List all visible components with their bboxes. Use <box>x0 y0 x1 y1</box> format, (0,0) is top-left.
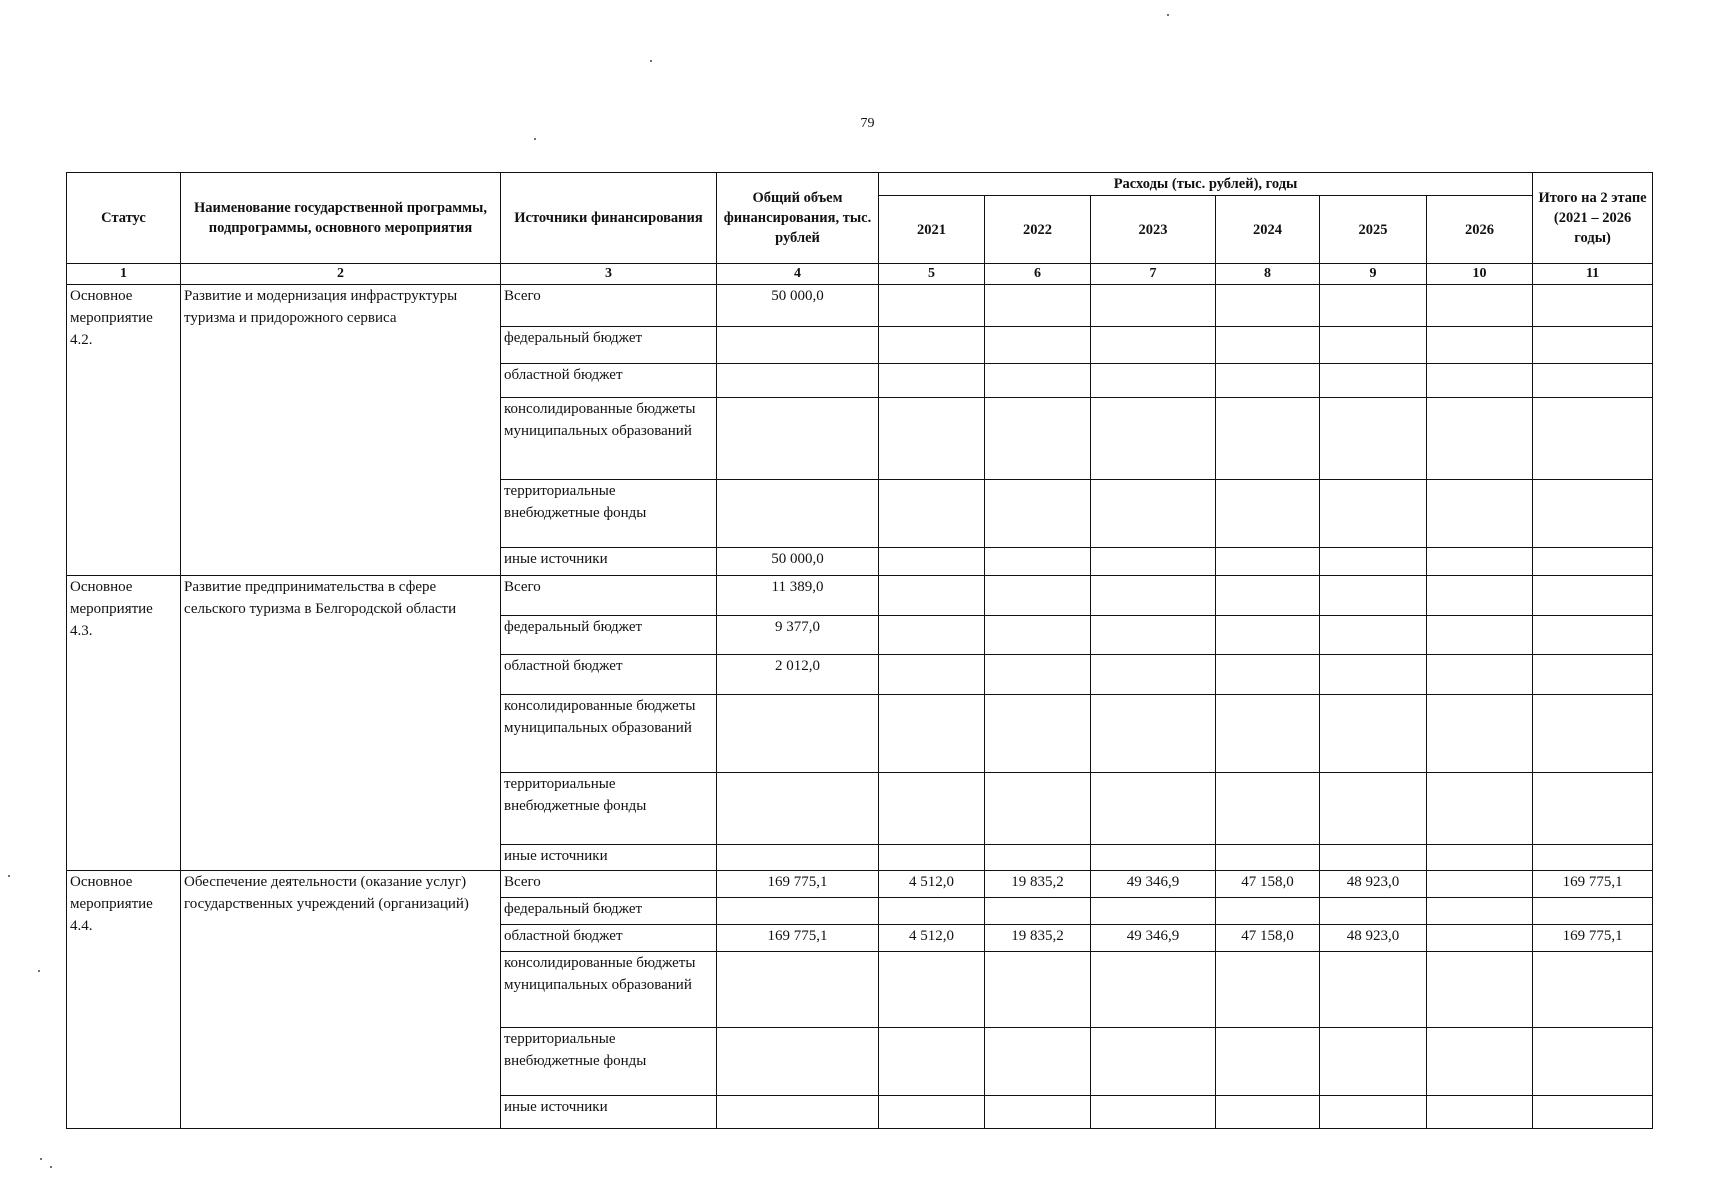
scan-speck <box>8 875 10 877</box>
header-total-volume: Общий объем финансирования, тыс. рублей <box>717 173 879 264</box>
year-amount-cell <box>1427 773 1533 845</box>
year-amount-cell <box>1320 952 1427 1028</box>
year-amount-cell <box>985 773 1091 845</box>
year-amount-cell <box>985 695 1091 773</box>
total-volume-cell <box>717 1028 879 1096</box>
table-body <box>67 285 1653 1129</box>
financing-source: консолидированные бюджеты муниципальных образований <box>501 952 717 1028</box>
header-year: 2024 <box>1216 196 1320 264</box>
year-amount-cell <box>1216 1096 1320 1129</box>
stage-total-cell <box>1533 285 1653 327</box>
year-amount-cell <box>1320 773 1427 845</box>
year-amount-cell <box>1320 616 1427 655</box>
row-status: Основное мероприятие 4.4. <box>67 871 181 1129</box>
page-number: 79 <box>860 116 875 131</box>
stage-total-cell <box>1533 398 1653 480</box>
year-amount-cell <box>1091 952 1216 1028</box>
year-amount-cell <box>985 616 1091 655</box>
header-year: 2025 <box>1320 196 1427 264</box>
year-amount-cell <box>1216 327 1320 364</box>
year-amount-cell <box>1091 548 1216 576</box>
scan-speck <box>40 1158 42 1160</box>
total-volume-cell: 50 000,0 <box>717 548 879 576</box>
stage-total-cell <box>1533 548 1653 576</box>
year-amount-cell <box>879 695 985 773</box>
year-amount-cell: 49 346,9 <box>1091 925 1216 952</box>
financing-table <box>66 172 1653 1129</box>
year-amount-cell <box>1216 398 1320 480</box>
year-amount-cell: 19 835,2 <box>985 871 1091 898</box>
stage-total-cell: 169 775,1 <box>1533 925 1653 952</box>
total-volume-cell <box>717 845 879 871</box>
year-amount-cell <box>1216 576 1320 616</box>
year-amount-cell <box>985 398 1091 480</box>
stage-total-cell <box>1533 695 1653 773</box>
year-amount-cell <box>1427 616 1533 655</box>
total-volume-cell <box>717 327 879 364</box>
column-number: 11 <box>1533 264 1653 285</box>
financing-source: территориальные внебюджетные фонды <box>501 480 717 548</box>
total-volume-cell <box>717 898 879 925</box>
total-volume-cell <box>717 364 879 398</box>
column-number: 1 <box>67 264 181 285</box>
year-amount-cell <box>1216 695 1320 773</box>
year-amount-cell <box>1320 695 1427 773</box>
year-amount-cell: 4 512,0 <box>879 871 985 898</box>
year-amount-cell <box>1216 364 1320 398</box>
year-amount-cell: 19 835,2 <box>985 925 1091 952</box>
total-volume-cell: 169 775,1 <box>717 871 879 898</box>
year-amount-cell <box>1320 364 1427 398</box>
year-amount-cell <box>1091 285 1216 327</box>
year-amount-cell <box>985 480 1091 548</box>
year-amount-cell <box>1427 655 1533 695</box>
header-year: 2023 <box>1091 196 1216 264</box>
stage-total-cell <box>1533 898 1653 925</box>
financing-source: областной бюджет <box>501 655 717 695</box>
stage-total-cell <box>1533 576 1653 616</box>
row-status: Основное мероприятие 4.2. <box>67 285 181 576</box>
stage-total-cell <box>1533 655 1653 695</box>
row-measure-name: Развитие предпринимательства в сфере сельского туризма в Белгородской области <box>181 576 501 871</box>
year-amount-cell <box>1216 480 1320 548</box>
total-volume-cell <box>717 952 879 1028</box>
financing-source: областной бюджет <box>501 364 717 398</box>
total-volume-cell <box>717 773 879 845</box>
table-row <box>67 871 1653 898</box>
year-amount-cell <box>879 398 985 480</box>
year-amount-cell <box>879 898 985 925</box>
financing-source: консолидированные бюджеты муниципальных образований <box>501 398 717 480</box>
stage-total-cell <box>1533 364 1653 398</box>
year-amount-cell <box>985 548 1091 576</box>
year-amount-cell: 49 346,9 <box>1091 871 1216 898</box>
header-status: Статус <box>67 173 181 264</box>
stage-total-cell <box>1533 327 1653 364</box>
year-amount-cell <box>985 898 1091 925</box>
year-amount-cell <box>985 952 1091 1028</box>
year-amount-cell <box>1427 327 1533 364</box>
stage-total-cell <box>1533 616 1653 655</box>
total-volume-cell <box>717 695 879 773</box>
year-amount-cell <box>1216 952 1320 1028</box>
total-volume-cell <box>717 398 879 480</box>
year-amount-cell <box>1320 576 1427 616</box>
row-measure-name: Обеспечение деятельности (оказание услуг) государственных учреждений (организаций) <box>181 871 501 1129</box>
year-amount-cell <box>1427 364 1533 398</box>
year-amount-cell <box>1320 898 1427 925</box>
year-amount-cell <box>1091 898 1216 925</box>
year-amount-cell <box>1427 480 1533 548</box>
year-amount-cell <box>985 655 1091 695</box>
financing-source: территориальные внебюджетные фонды <box>501 773 717 845</box>
year-amount-cell <box>1091 1028 1216 1096</box>
header-name: Наименование государственной программы, подпрограммы, основного мероприятия <box>181 173 501 264</box>
total-volume-cell: 169 775,1 <box>717 925 879 952</box>
year-amount-cell <box>1216 1028 1320 1096</box>
total-volume-cell <box>717 480 879 548</box>
financing-source: консолидированные бюджеты муниципальных образований <box>501 695 717 773</box>
year-amount-cell <box>1091 398 1216 480</box>
year-amount-cell <box>1216 845 1320 871</box>
year-amount-cell: 4 512,0 <box>879 925 985 952</box>
header-year: 2026 <box>1427 196 1533 264</box>
year-amount-cell <box>1216 773 1320 845</box>
year-amount-cell <box>1091 480 1216 548</box>
header-year: 2022 <box>985 196 1091 264</box>
year-amount-cell <box>1320 480 1427 548</box>
year-amount-cell: 48 923,0 <box>1320 871 1427 898</box>
column-number: 3 <box>501 264 717 285</box>
stage-total-cell <box>1533 773 1653 845</box>
year-amount-cell <box>1320 398 1427 480</box>
stage-total-cell <box>1533 1028 1653 1096</box>
column-number: 4 <box>717 264 879 285</box>
scan-speck <box>1167 14 1169 16</box>
year-amount-cell <box>879 952 985 1028</box>
year-amount-cell <box>879 655 985 695</box>
year-amount-cell <box>879 480 985 548</box>
financing-source: Всего <box>501 576 717 616</box>
year-amount-cell <box>1091 616 1216 655</box>
year-amount-cell <box>1427 871 1533 898</box>
total-volume-cell: 2 012,0 <box>717 655 879 695</box>
header-sources: Источники финансирования <box>501 173 717 264</box>
year-amount-cell <box>985 1096 1091 1129</box>
scan-speck <box>38 970 40 972</box>
year-amount-cell <box>1091 364 1216 398</box>
year-amount-cell <box>1216 548 1320 576</box>
column-number: 6 <box>985 264 1091 285</box>
financing-source: иные источники <box>501 1096 717 1129</box>
year-amount-cell <box>879 1028 985 1096</box>
year-amount-cell <box>879 1096 985 1129</box>
financing-source: территориальные внебюджетные фонды <box>501 1028 717 1096</box>
row-measure-name: Развитие и модернизация инфраструктуры туризма и придорожного сервиса <box>181 285 501 576</box>
scan-speck <box>50 1166 52 1168</box>
year-amount-cell: 48 923,0 <box>1320 925 1427 952</box>
stage-total-cell <box>1533 1096 1653 1129</box>
financing-source: иные источники <box>501 845 717 871</box>
column-number: 2 <box>181 264 501 285</box>
year-amount-cell <box>1320 327 1427 364</box>
year-amount-cell <box>1427 1096 1533 1129</box>
year-amount-cell <box>1427 285 1533 327</box>
year-amount-cell <box>1091 773 1216 845</box>
year-amount-cell <box>879 773 985 845</box>
year-amount-cell <box>1427 398 1533 480</box>
stage-total-cell <box>1533 845 1653 871</box>
year-amount-cell <box>1320 845 1427 871</box>
column-number: 9 <box>1320 264 1427 285</box>
scan-speck <box>534 138 536 140</box>
total-volume-cell: 50 000,0 <box>717 285 879 327</box>
financing-source: иные источники <box>501 548 717 576</box>
year-amount-cell <box>1091 576 1216 616</box>
year-amount-cell: 47 158,0 <box>1216 925 1320 952</box>
column-number: 5 <box>879 264 985 285</box>
column-number: 8 <box>1216 264 1320 285</box>
header-year: 2021 <box>879 196 985 264</box>
year-amount-cell <box>1320 285 1427 327</box>
year-amount-cell <box>985 1028 1091 1096</box>
financing-source: федеральный бюджет <box>501 327 717 364</box>
year-amount-cell <box>1427 548 1533 576</box>
year-amount-cell <box>1427 925 1533 952</box>
year-amount-cell <box>1427 576 1533 616</box>
stage-total-cell <box>1533 952 1653 1028</box>
year-amount-cell <box>1091 845 1216 871</box>
year-amount-cell <box>1091 1096 1216 1129</box>
financing-source: Всего <box>501 285 717 327</box>
year-amount-cell <box>1320 1028 1427 1096</box>
year-amount-cell: 47 158,0 <box>1216 871 1320 898</box>
year-amount-cell <box>985 576 1091 616</box>
year-amount-cell <box>1320 1096 1427 1129</box>
financing-source: федеральный бюджет <box>501 898 717 925</box>
year-amount-cell <box>1320 655 1427 695</box>
stage-total-cell: 169 775,1 <box>1533 871 1653 898</box>
year-amount-cell <box>1091 327 1216 364</box>
year-amount-cell <box>985 327 1091 364</box>
year-amount-cell <box>1427 695 1533 773</box>
year-amount-cell <box>879 285 985 327</box>
year-amount-cell <box>879 327 985 364</box>
total-volume-cell <box>717 1096 879 1129</box>
year-amount-cell <box>879 364 985 398</box>
year-amount-cell <box>879 576 985 616</box>
year-amount-cell <box>1216 655 1320 695</box>
year-amount-cell <box>1216 285 1320 327</box>
year-amount-cell <box>1216 898 1320 925</box>
year-amount-cell <box>1320 548 1427 576</box>
year-amount-cell <box>1091 655 1216 695</box>
year-amount-cell <box>879 548 985 576</box>
year-amount-cell <box>879 845 985 871</box>
table-header <box>67 173 1653 285</box>
year-amount-cell <box>879 616 985 655</box>
column-number: 10 <box>1427 264 1533 285</box>
total-volume-cell: 11 389,0 <box>717 576 879 616</box>
year-amount-cell <box>1216 616 1320 655</box>
year-amount-cell <box>985 364 1091 398</box>
year-amount-cell <box>1427 952 1533 1028</box>
financing-source: федеральный бюджет <box>501 616 717 655</box>
year-amount-cell <box>985 845 1091 871</box>
financing-source: областной бюджет <box>501 925 717 952</box>
year-amount-cell <box>985 285 1091 327</box>
column-numbers-row <box>67 264 1653 285</box>
year-amount-cell <box>1091 695 1216 773</box>
table-row <box>67 285 1653 327</box>
year-amount-cell <box>1427 845 1533 871</box>
column-number: 7 <box>1091 264 1216 285</box>
header-stage-total: Итого на 2 этапе (2021 – 2026 годы) <box>1533 173 1653 264</box>
header-expenses: Расходы (тыс. рублей), годы <box>879 173 1533 196</box>
year-amount-cell <box>1427 1028 1533 1096</box>
stage-total-cell <box>1533 480 1653 548</box>
scan-speck <box>650 60 652 62</box>
table-row <box>67 576 1653 616</box>
year-amount-cell <box>1427 898 1533 925</box>
total-volume-cell: 9 377,0 <box>717 616 879 655</box>
financing-source: Всего <box>501 871 717 898</box>
row-status: Основное мероприятие 4.3. <box>67 576 181 871</box>
